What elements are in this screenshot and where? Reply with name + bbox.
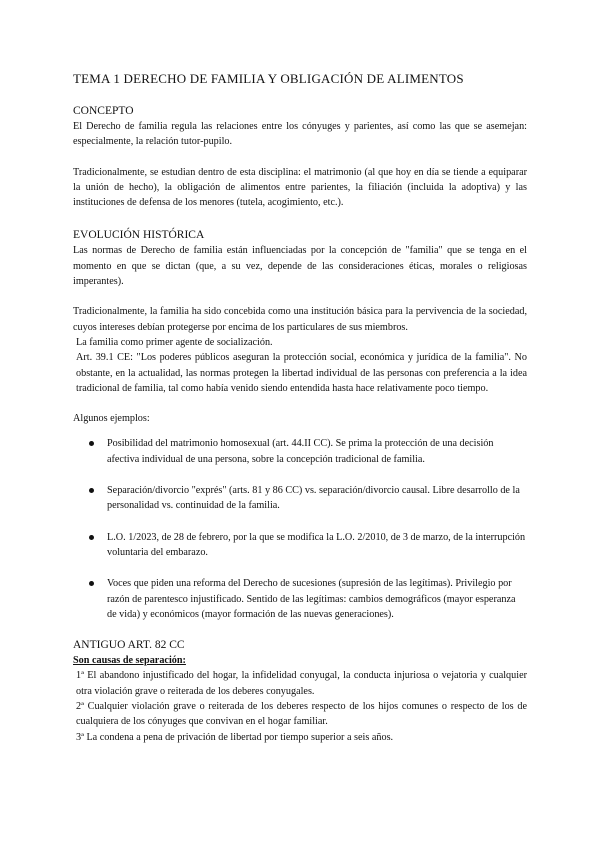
example-text-1: Posibilidad del matrimonio homosexual (art. 44.II CC). Se prima la protección de una decisión afectiva individual de una persona, sobre la concepción tradicional de familia. [107, 438, 494, 465]
evolucion-paragraph-1: Las normas de Derecho de familia están influenciadas por la concepción de "familia" que se tenga en el momento en que se dictan (que, a su vez, depende de las consideraciones éticas, morales o religiosas imperantes). [73, 245, 527, 288]
examples-label: Algunos ejemplos: [73, 413, 150, 425]
antiguo-heading: ANTIGUO ART. 82 CC [73, 639, 185, 652]
list-item [73, 436, 527, 467]
bullet-icon [89, 581, 94, 586]
example-text-3: L.O. 1/2023, de 28 de febrero, por la que se modifica la L.O. 2/2010, de 3 de marzo, de la interrupción voluntaria del embarazo. [107, 531, 526, 558]
document-title: TEMA 1 DERECHO DE FAMILIA Y OBLIGACIÓN DE ALIMENTOS [73, 71, 464, 86]
causa-3: 3ª La condena a pena de privación de libertad por tiempo superior a seis años. [76, 731, 394, 743]
causa-2: 2ª Cualquier violación grave o reiterada de los deberes respecto de los hijos comunes o respecto de los de cualquiera de los cónyuges que convivan en el hogar familiar. [76, 701, 527, 728]
bullet-icon [89, 488, 94, 493]
causa-1: 1ª El abandono injustificado del hogar, la infidelidad conyugal, la conducta injuriosa o vejatoria y cualquier otra violación grave o reiterada de los deberes conyugales. [76, 670, 527, 697]
evolucion-paragraph-4: Art. 39.1 CE: "Los poderes públicos aseguran la protección social, económica y jurídica de la familia". No obstante, en la actualidad, las normas protegen la libertad individual de las personas con preferencia a la idea tradicional de familia, tal como había venido siendo entendida hasta hace relativamente poco tiempo. [76, 352, 527, 394]
example-text-2: Separación/divorcio "exprés" (arts. 81 y 86 CC) vs. separación/divorcio causal. Libre desarrollo de la personalidad vs. continuidad de la familia. [107, 485, 520, 512]
concepto-paragraph-1: El Derecho de familia regula las relaciones entre los cónyuges y parientes, así como las que se asemejan: especialmente, la relación tutor-pupilo. [73, 121, 527, 148]
document-page [73, 70, 527, 745]
example-text-4: Voces que piden una reforma del Derecho de sucesiones (supresión de las legítimas). Privilegio por razón de parentesco injustificado. Sentido de las legítimas: cambios demográficos (mayor esperanza de vida) y económicos (mayor formación de las nuevas generaciones). [107, 578, 516, 620]
evolucion-paragraph-2: Tradicionalmente, la familia ha sido concebida como una institución básica para la pervivencia de la sociedad, cuyos intereses debían protegerse por encima de los particulares de sus miembros. [73, 306, 527, 333]
examples-list [73, 436, 527, 622]
concepto-heading: CONCEPTO [73, 105, 134, 117]
list-item [73, 530, 527, 561]
bullet-icon [89, 441, 94, 446]
concepto-paragraph-2: Tradicionalmente, se estudian dentro de esta disciplina: el matrimonio (al que hoy en día se tiende a equiparar la unión de hecho), la obligación de alimentos entre parientes, la filiación (incluida la adoptiva) y las instituciones de defensa de los menores (tutela, acogimiento, etc.). [73, 166, 527, 209]
list-item [73, 576, 527, 622]
evolucion-heading: EVOLUCIÓN HISTÓRICA [73, 229, 205, 242]
antiguo-subheading: Son causas de separación: [73, 655, 186, 667]
bullet-icon [89, 535, 94, 540]
evolucion-paragraph-3: La familia como primer agente de socialización. [76, 336, 273, 348]
list-item [73, 483, 527, 514]
